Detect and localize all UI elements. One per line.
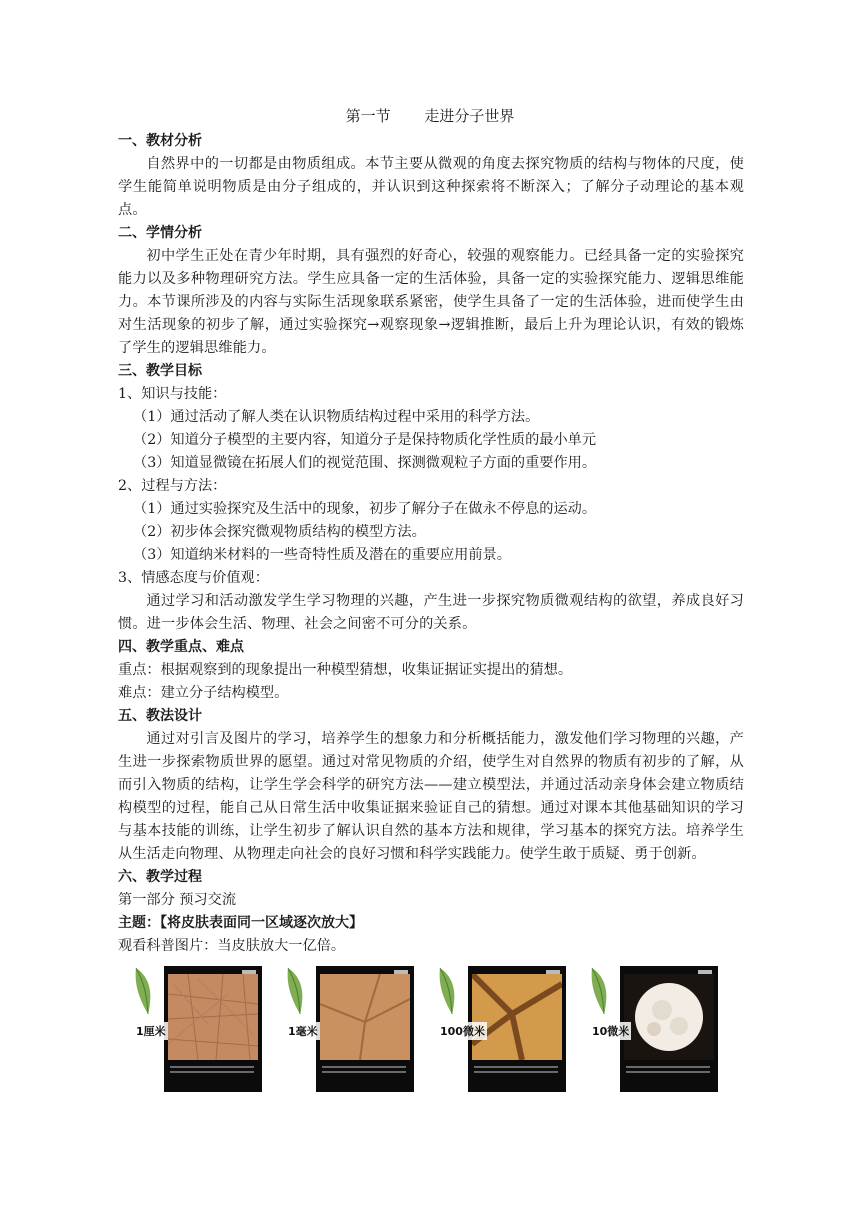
theme-label: 主题：【将皮肤表面同一区域逐次放大】 <box>118 915 363 931</box>
part-label: 第一部分 预习交流 <box>118 892 237 908</box>
section-heading: 四、教学重点、难点 <box>118 639 244 655</box>
skin-photo <box>620 966 718 1092</box>
leaf-decoration-icon <box>434 966 470 1018</box>
paragraph: 通过学习和活动激发学生学习物理的兴趣，产生进一步探究物质微观结构的欲望，养成良好习惯。进一步体会生活、物理、社会之间密不可分的关系。 <box>118 593 744 632</box>
difficult-point: 难点：建立分子结构模型。 <box>118 685 289 701</box>
image-card <box>130 966 262 1092</box>
skin-photo <box>316 966 414 1092</box>
paragraph: 通过对引言及图片的学习，培养学生的想象力和分析概括能力，激发他们学习物理的兴趣，产生进一步探索物质世界的愿望。通过对常见物质的介绍，使学生对自然界的物质有初步的了解，从而引入物质的结构，让学生学会科学的研究方法——建立模型法，并通过活动亲身体会建立物质结构模型的过程，能自己从日常生活中收集证据来验证自己的猜想。通过对课本其他基础知识的学习与基本技能的训练，让学生初步了解认识自然的基本方法和规律，学习基本的探究方法。培养学生从生活走向物理、从物理走向社会的良好习惯和科学实践能力。使学生敢于质疑、勇于创新。 <box>118 731 744 862</box>
list-item: （1）通过活动了解人类在认识物质结构过程中采用的科学方法。 <box>133 409 540 425</box>
paragraph: 自然界中的一切都是由物质组成。本节主要从微观的角度去探究物质的结构与物体的尺度，使学生能简单说明物质是由分子组成的，并认识到这种探索将不断深入；了解分子动理论的基本观点。 <box>118 156 744 218</box>
scale-label: 100微米 <box>438 1022 487 1040</box>
image-card <box>586 966 718 1092</box>
list-item: （3）知道纳米材料的一些奇特性质及潜在的重要应用前景。 <box>133 547 511 563</box>
section-heading: 五、教法设计 <box>118 708 202 724</box>
list-item: （2）知道分子模型的主要内容，知道分子是保持物质化学性质的最小单元 <box>133 432 597 448</box>
section-heading: 六、教学过程 <box>118 869 202 885</box>
skin-1mm-image <box>320 974 410 1060</box>
scale-label: 1厘米 <box>134 1022 168 1040</box>
leaf-decoration-icon <box>282 966 318 1018</box>
list-item: （2）初步体会探究微观物质结构的模型方法。 <box>133 524 426 540</box>
leaf-decoration-icon <box>586 966 622 1018</box>
subheading: 1、知识与技能： <box>118 386 227 402</box>
scale-label: 10微米 <box>590 1022 631 1040</box>
leaf-decoration-icon <box>130 966 166 1018</box>
image-card <box>434 966 566 1092</box>
subheading: 2、过程与方法： <box>118 478 227 494</box>
page-title: 第一节 走进分子世界 <box>345 107 515 125</box>
document-body <box>118 130 744 958</box>
skin-photo <box>164 966 262 1092</box>
skin-10um-image <box>624 974 714 1060</box>
magnification-images <box>130 966 730 1092</box>
section-heading: 三、教学目标 <box>118 363 202 379</box>
paragraph: 初中学生正处在青少年时期，具有强烈的好奇心，较强的观察能力。已经具备一定的实验探究能力以及多种物理研究方法。学生应具备一定的生活体验，具备一定的实验探究能力、逻辑思维能力。本节课所涉及的内容与实际生活现象联系紧密，使学生具备了一定的生活体验，进而使学生由对生活现象的初步了解，通过实验探究→观察现象→逻辑推断，最后上升为理论认识，有效的锻炼了学生的逻辑思维能力。 <box>118 248 744 356</box>
subheading: 3、情感态度与价值观： <box>118 570 269 586</box>
section-heading: 一、教材分析 <box>118 133 202 149</box>
skin-1cm-image <box>168 974 258 1060</box>
scale-label: 1毫米 <box>286 1022 320 1040</box>
skin-100um-image <box>472 974 562 1060</box>
list-item: （1）通过实验探究及生活中的现象，初步了解分子在做永不停息的运动。 <box>133 501 597 517</box>
image-caption: 观看科普图片：当皮肤放大一亿倍。 <box>118 938 346 954</box>
section-heading: 二、学情分析 <box>118 225 202 241</box>
image-card <box>282 966 414 1092</box>
list-item: （3）知道显微镜在拓展人们的视觉范围、探测微观粒子方面的重要作用。 <box>133 455 597 471</box>
key-point: 重点：根据观察到的现象提出一种模型猜想，收集证据证实提出的猜想。 <box>118 662 573 678</box>
